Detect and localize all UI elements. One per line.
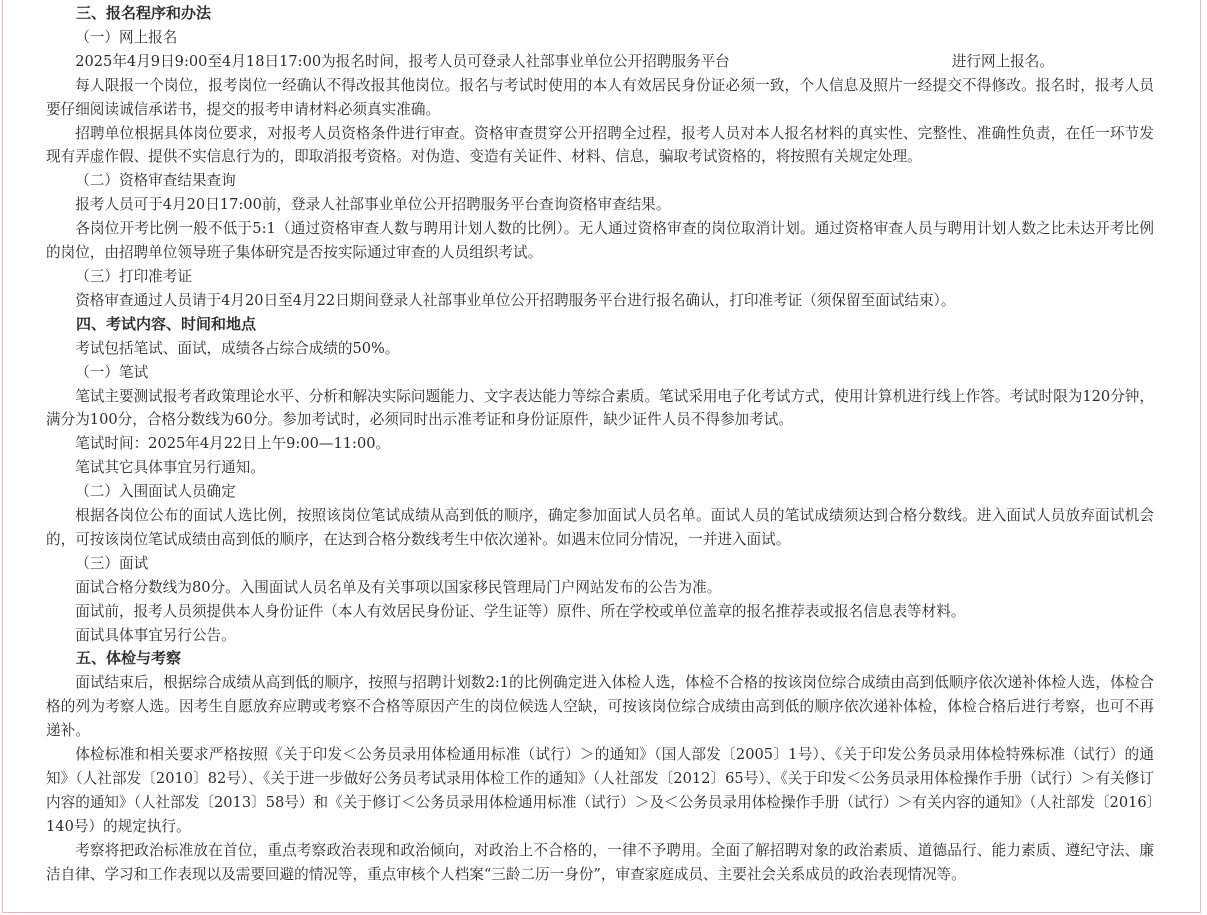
- subsection-heading-review-results: （二）资格审查结果查询: [75, 172, 236, 190]
- paragraph-political-review: 考察将把政治标准放在首位，重点考察政治表现和政治倾向，对政治上不合格的，一律不予聘用。全面了解招聘对象的政治素质、道德品行、能力素质、遵纪守法、廉洁自律、学习和工作表现以及需要回避的情况等，重点审核个人档案“三龄二历一身份”，审查家庭成员、主要社会关系成员的政治表现情况等。: [46, 841, 1154, 883]
- paragraph-physical-exam-selection: 面试结束后，根据综合成绩从高到低的顺序，按照与招聘计划数2:1的比例确定进入体检人选，体检不合格的按该岗位综合成绩由高到低顺序依次递补体检人选，体检合格的列为考察人选。因考生自愿放弃应聘或考察不合格等原因产生的岗位候选人空缺，可按该岗位综合成绩由高到低的顺序依次递补体检，体检合格后进行考察，也可不再递补。: [46, 674, 1154, 740]
- paragraph-exam-weight: 考试包括笔试、面试，成绩各占综合成绩的50%。: [75, 339, 400, 357]
- paragraph-interview-score: 面试合格分数线为80分。入围面试人员名单及有关事项以国家移民管理局门户网站发布的公告为准。: [75, 578, 722, 596]
- paragraph-exam-ratio: 各岗位开考比例一般不低于5:1（通过资格审查人数与聘用计划人数的比例）。无人通过资格审查的岗位取消计划。通过资格审查人员与聘用计划人数之比未达开考比例的岗位，由招聘单位领导班子集体研究是否按实际通过审查的人员组织考试。: [46, 220, 1154, 262]
- paragraph-written-exam-time: 笔试时间：2025年4月22日上午9:00—11:00。: [75, 435, 391, 453]
- subsection-heading-written-exam: （一）笔试: [75, 363, 149, 381]
- subsection-heading-online-registration: （一）网上报名: [75, 28, 178, 46]
- registration-time-text: 2025年4月9日9:00至4月18日17:00为报名时间，报考人员可登录人社部事业单位公开招聘服务平台: [75, 52, 730, 70]
- subsection-heading-interview-candidates: （二）入围面试人员确定: [75, 483, 236, 501]
- section-heading-physical-exam: 五、体检与考察: [76, 649, 182, 668]
- paragraph-qualification-review: 招聘单位根据具体岗位要求，对报考人员资格条件进行审查。资格审查贯穿公开招聘全过程，报考人员对本人报名材料的真实性、完整性、准确性负责，在任一环节发现有弄虚作假、提供不实信息行为的，即取消报考资格。对伪造、变造有关证件、材料、信息，骗取考试资格的，将按照有关规定处理。: [46, 124, 1154, 166]
- registration-time-tail: 进行网上报名。: [951, 52, 1054, 70]
- paragraph-interview-notice: 面试具体事宜另行公告。: [75, 626, 236, 644]
- paragraph-written-exam-notice: 笔试其它具体事宜另行通知。: [75, 459, 265, 477]
- section-heading-registration: 三、报名程序和办法: [76, 4, 212, 22]
- section-heading-exam: 四、考试内容、时间和地点: [76, 314, 257, 333]
- paragraph-one-position: 每人限报一个岗位，报考岗位一经确认不得改报其他岗位。报名与考试时使用的本人有效居民身份证必须一致，个人信息及照片一经提交不得修改。报名时，报考人员要仔细阅读诚信承诺书，提交的报考申请材料必须真实准确。: [46, 76, 1154, 118]
- paragraph-interview-candidates: 根据各岗位公布的面试人选比例，按照该岗位笔试成绩从高到低的顺序，确定参加面试人员名单。面试人员的笔试成绩须达到合格分数线。进入面试人员放弃面试机会的，可按该岗位笔试成绩由高到低的顺序，在达到合格分数线考生中依次递补。如遇末位同分情况，一并进入面试。: [46, 507, 1154, 548]
- article-body: [46, 2, 1154, 887]
- paragraph-review-query: 报考人员可于4月20日17:00前，登录人社部事业单位公开招聘服务平台查询资格审查结果。: [75, 196, 671, 214]
- paragraph-interview-documents: 面试前，报考人员须提供本人身份证件（本人有效居民身份证、学生证等）原件、所在学校或单位盖章的报名推荐表或报名信息表等材料。: [75, 602, 966, 620]
- paragraph-print-ticket: 资格审查通过人员请于4月20日至4月22日期间登录人社部事业单位公开招聘服务平台进行报名确认，打印准考证（须保留至面试结束）。: [75, 291, 956, 309]
- subsection-heading-interview: （三）面试: [75, 554, 149, 572]
- paragraph-registration-time: [46, 50, 1154, 74]
- paragraph-physical-exam-standards: 体检标准和相关要求严格按照《关于印发＜公务员录用体检通用标准（试行）＞的通知》（国人部发〔2005〕1号）、《关于印发公务员录用体检特殊标准（试行）的通知》（人社部发〔2010〕82号）、《关于进一步做好公务员考试录用体检工作的通知》（人社部发〔2012〕65号）、《关于印发＜公务员录用体检操作手册（试行）＞有关修订内容的通知》（人社部发〔2013〕58号）和《关于修订＜公务员录用体检通用标准（试行）＞及＜公务员录用体检操作手册（试行）＞有关内容的通知》（人社部发〔2016〕140号）的规定执行。: [46, 746, 1154, 835]
- paragraph-written-exam: 笔试主要测试报考者政策理论水平、分析和解决实际问题能力、文字表达能力等综合素质。笔试采用电子化考试方式，使用计算机进行线上作答。考试时限为120分钟，满分为100分，合格分数线为60分。参加考试时，必须同时出示准考证和身份证原件，缺少证件人员不得参加考试。: [46, 387, 1154, 429]
- subsection-heading-print-ticket: （三）打印准考证: [75, 267, 192, 285]
